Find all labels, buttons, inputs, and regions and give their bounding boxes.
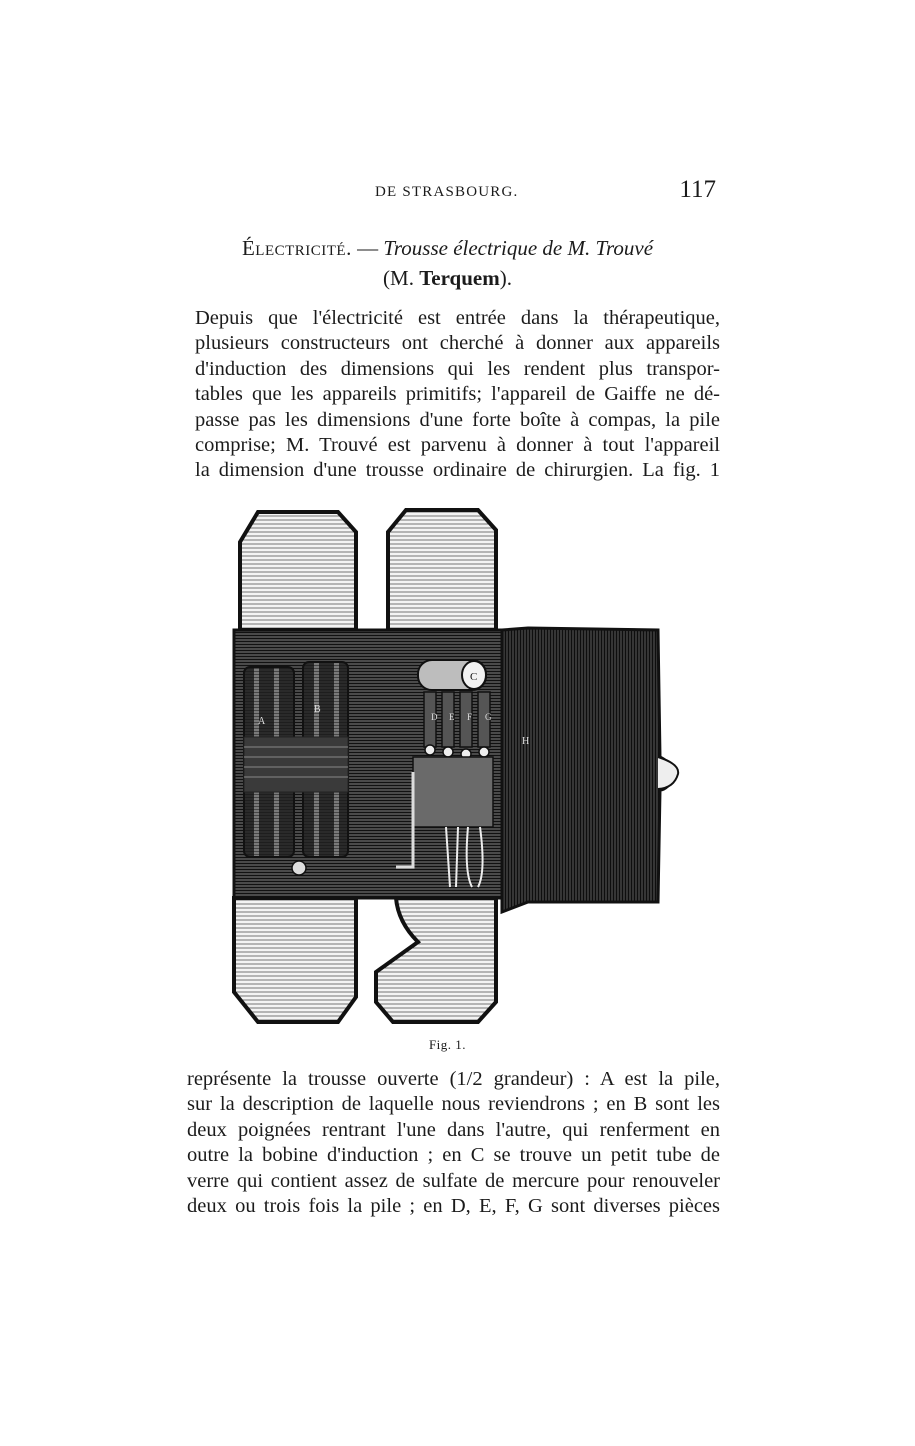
paragraph-line: Depuis que l'électricité est entrée dans la thérapeutique, bbox=[195, 307, 720, 329]
paragraph-line: comprise; M. Trouvé est parvenu à donner à tout l'appareil bbox=[195, 434, 720, 457]
top-flap-right bbox=[388, 510, 496, 630]
paragraph-line: passe pas les dimensions d'une forte boîte à compas, la pile bbox=[195, 408, 720, 431]
paragraph-line: deux poignées rentrant l'une dans l'autre, qui renferment en bbox=[187, 1118, 720, 1141]
label-f: F bbox=[467, 712, 473, 722]
page-header bbox=[175, 178, 720, 208]
label-g: G bbox=[485, 712, 492, 722]
paragraph-line: tables que les appareils primitifs; l'appareil de Gaiffe ne dé- bbox=[195, 383, 720, 406]
section-heading-line bbox=[175, 233, 720, 263]
heading-label: Électricité. bbox=[241, 236, 352, 260]
label-b: B bbox=[314, 704, 321, 715]
top-flap-left bbox=[240, 512, 356, 630]
label-e: E bbox=[449, 712, 455, 722]
paragraph-line: d'induction des dimensions qui les rendent plus transpor- bbox=[195, 357, 720, 380]
label-c: C bbox=[470, 671, 478, 683]
side-box bbox=[502, 628, 676, 912]
page-number: 117 bbox=[679, 176, 716, 203]
paragraph-line: sur la description de laquelle nous reviendrons ; en B sont les bbox=[187, 1093, 720, 1116]
author-line bbox=[175, 263, 720, 293]
author-name: Terquem bbox=[419, 266, 500, 290]
paragraph-line: verre qui contient assez de sulfate de mercure pour renouveler bbox=[187, 1169, 720, 1192]
heading-title: Trousse électrique de M. Trouvé bbox=[383, 236, 654, 260]
running-title: DE STRASBOURG. bbox=[375, 184, 519, 200]
author-open: (M. bbox=[383, 266, 420, 290]
author-close: ). bbox=[499, 266, 512, 290]
label-h: H bbox=[522, 736, 530, 747]
section-heading bbox=[175, 233, 720, 293]
electric-kit-illustration bbox=[228, 502, 688, 1027]
bottom-flap-left bbox=[234, 898, 356, 1022]
bottom-flap-right bbox=[376, 898, 496, 1022]
label-d: D bbox=[431, 712, 438, 722]
label-a: A bbox=[258, 716, 266, 727]
heading-dash: — bbox=[357, 236, 379, 260]
paragraph-line: plusieurs constructeurs ont cherché à donner aux appareils bbox=[195, 332, 720, 355]
paragraph-line: représente la trousse ouverte (1/2 grandeur) : A est la pile, bbox=[187, 1068, 720, 1090]
paragraph-line: la dimension d'une trousse ordinaire de chirurgien. La fig. 1 bbox=[195, 459, 720, 482]
figure-caption: Fig. 1. bbox=[428, 1037, 467, 1052]
paragraph-line: outre la bobine d'induction ; en C se trouve un petit tube de bbox=[187, 1144, 720, 1167]
figure-engraving bbox=[228, 502, 688, 1027]
paragraph-line: deux ou trois fois la pile ; en D, E, F, G sont diverses pièces bbox=[187, 1195, 720, 1218]
paragraph-2 bbox=[187, 1067, 720, 1219]
paragraph-1 bbox=[175, 306, 720, 484]
